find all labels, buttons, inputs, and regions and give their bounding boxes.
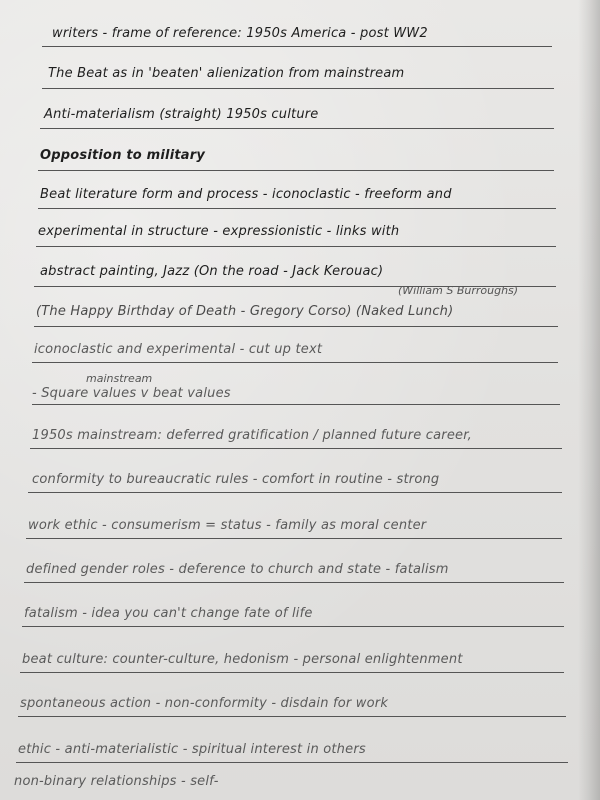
page-binding-shadow	[578, 0, 600, 800]
ruled-line	[22, 626, 564, 627]
note-line-12: conformity to bureaucratic rules - comfort in routine - strong	[32, 472, 440, 487]
ruled-line	[30, 448, 562, 449]
ruled-line	[28, 492, 562, 493]
annotation-burroughs: (William S Burroughs)	[398, 284, 519, 297]
ruled-line	[40, 128, 554, 129]
ruled-line	[24, 582, 564, 583]
note-line-11: 1950s mainstream: deferred gratification / planned future career,	[32, 428, 472, 443]
ruled-line	[20, 672, 564, 673]
note-line-1: writers - frame of reference: 1950s America - post WW2	[52, 26, 428, 41]
ruled-line	[38, 208, 556, 209]
note-line-18: ethic - anti-materialistic - spiritual interest in others	[18, 742, 366, 757]
annotation-mainstream: mainstream	[86, 372, 153, 385]
ruled-line	[16, 762, 568, 763]
note-line-10: - Square values v beat values	[32, 386, 231, 401]
ruled-line	[38, 170, 554, 171]
ruled-line	[26, 538, 562, 539]
note-line-13: work ethic - consumerism = status - family as moral center	[28, 518, 427, 533]
ruled-line	[32, 404, 560, 405]
note-line-15: fatalism - idea you can't change fate of life	[24, 606, 313, 621]
note-line-17: spontaneous action - non-conformity - disdain for work	[20, 696, 389, 711]
ruled-line	[36, 246, 556, 247]
note-line-19: non-binary relationships - self-	[14, 774, 219, 789]
note-line-9: iconoclastic and experimental - cut up text	[34, 342, 323, 357]
note-line-8: (The Happy Birthday of Death - Gregory Corso) (Naked Lunch)	[36, 304, 454, 319]
note-line-7: abstract painting, Jazz (On the road - Jack Kerouac)	[40, 264, 384, 279]
ruled-line	[42, 46, 552, 47]
note-line-14: defined gender roles - deference to church and state - fatalism	[26, 562, 449, 577]
note-line-6: experimental in structure - expressionistic - links with	[38, 224, 400, 239]
note-line-5: Beat literature form and process - iconoclastic - freeform and	[40, 187, 452, 202]
ruled-line	[34, 326, 558, 327]
ruled-line	[42, 88, 554, 89]
note-line-3: Anti-materialism (straight) 1950s culture	[44, 107, 319, 122]
note-line-4: Opposition to military	[40, 148, 206, 163]
ruled-line	[32, 362, 558, 363]
note-line-2: The Beat as in 'beaten' alienization from mainstream	[48, 66, 405, 81]
note-line-16: beat culture: counter-culture, hedonism - personal enlightenment	[22, 652, 463, 667]
ruled-line	[18, 716, 566, 717]
